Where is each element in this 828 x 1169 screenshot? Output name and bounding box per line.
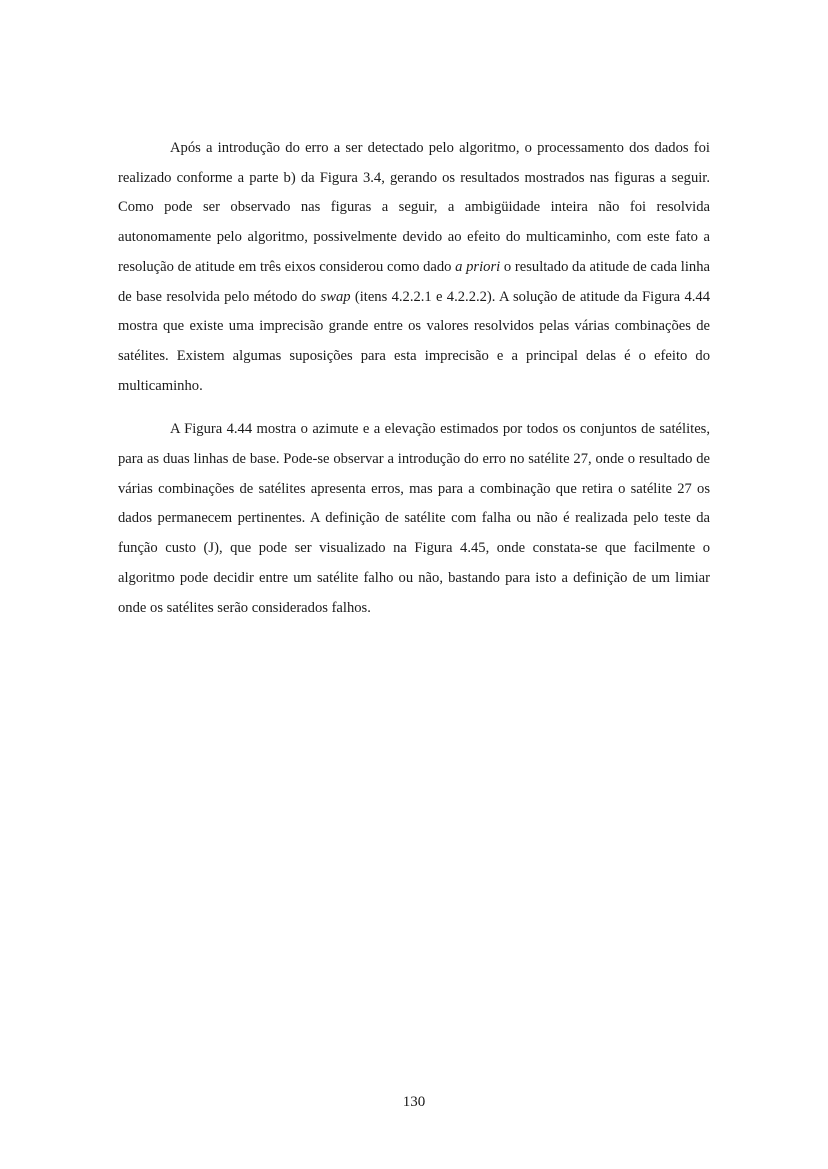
paragraph-2-text-1: A Figura 4.44 mostra o azimute e a elevação estimados por todos os conjuntos de satélites, para as duas linhas de base. Pode-se observar a introdução do erro no satélite 27, onde o resultado de várias combinações de satélites apresenta erros, mas para a combinação que retira o satélite 27 os dados permanecem pertinentes. A definição de satélite com falha ou não é realizada pelo teste da função custo (J), que pode ser visualizado na Figura 4.45, onde constata-se que facilmente o algoritmo pode decidir entre um satélite falho ou não, bastando para isto a definição de um limiar onde os satélites serão considerados falhos. xyxy=(118,421,710,616)
paragraph-1-text-2: o resultado da atitude de cada linha de base resolvida pelo método do xyxy=(118,258,710,305)
paragraph-1-text-3: (itens 4.2.2.1 e 4.2.2.2). A solução de atitude da Figura 4.44 mostra que existe uma imprecisão grande entre os valores resolvidos pelas várias combinações de satélites. Existem algumas suposições para esta imprecisão e a principal delas é o efeito do multicaminho. xyxy=(118,288,710,394)
paragraph-1-italic-swap: swap xyxy=(320,288,351,305)
body-text xyxy=(118,134,710,637)
page-number: 130 xyxy=(402,1094,426,1110)
paragraph-2 xyxy=(118,415,710,623)
paragraph-1-italic-a-priori: a priori xyxy=(455,258,501,275)
paragraph-1-text-1: Após a introdução do erro a ser detectado pelo algoritmo, o processamento dos dados foi realizado conforme a parte b) da Figura 3.4, gerando os resultados mostrados nas figuras a seguir. Como pode ser observado nas figuras a seguir, a ambigüidade inteira não foi resolvida autonomamente pelo algoritmo, possivelmente devido ao efeito do multicaminho, com este fato a resolução de atitude em três eixos considerou como dado xyxy=(118,140,710,275)
paragraph-1 xyxy=(118,134,710,401)
